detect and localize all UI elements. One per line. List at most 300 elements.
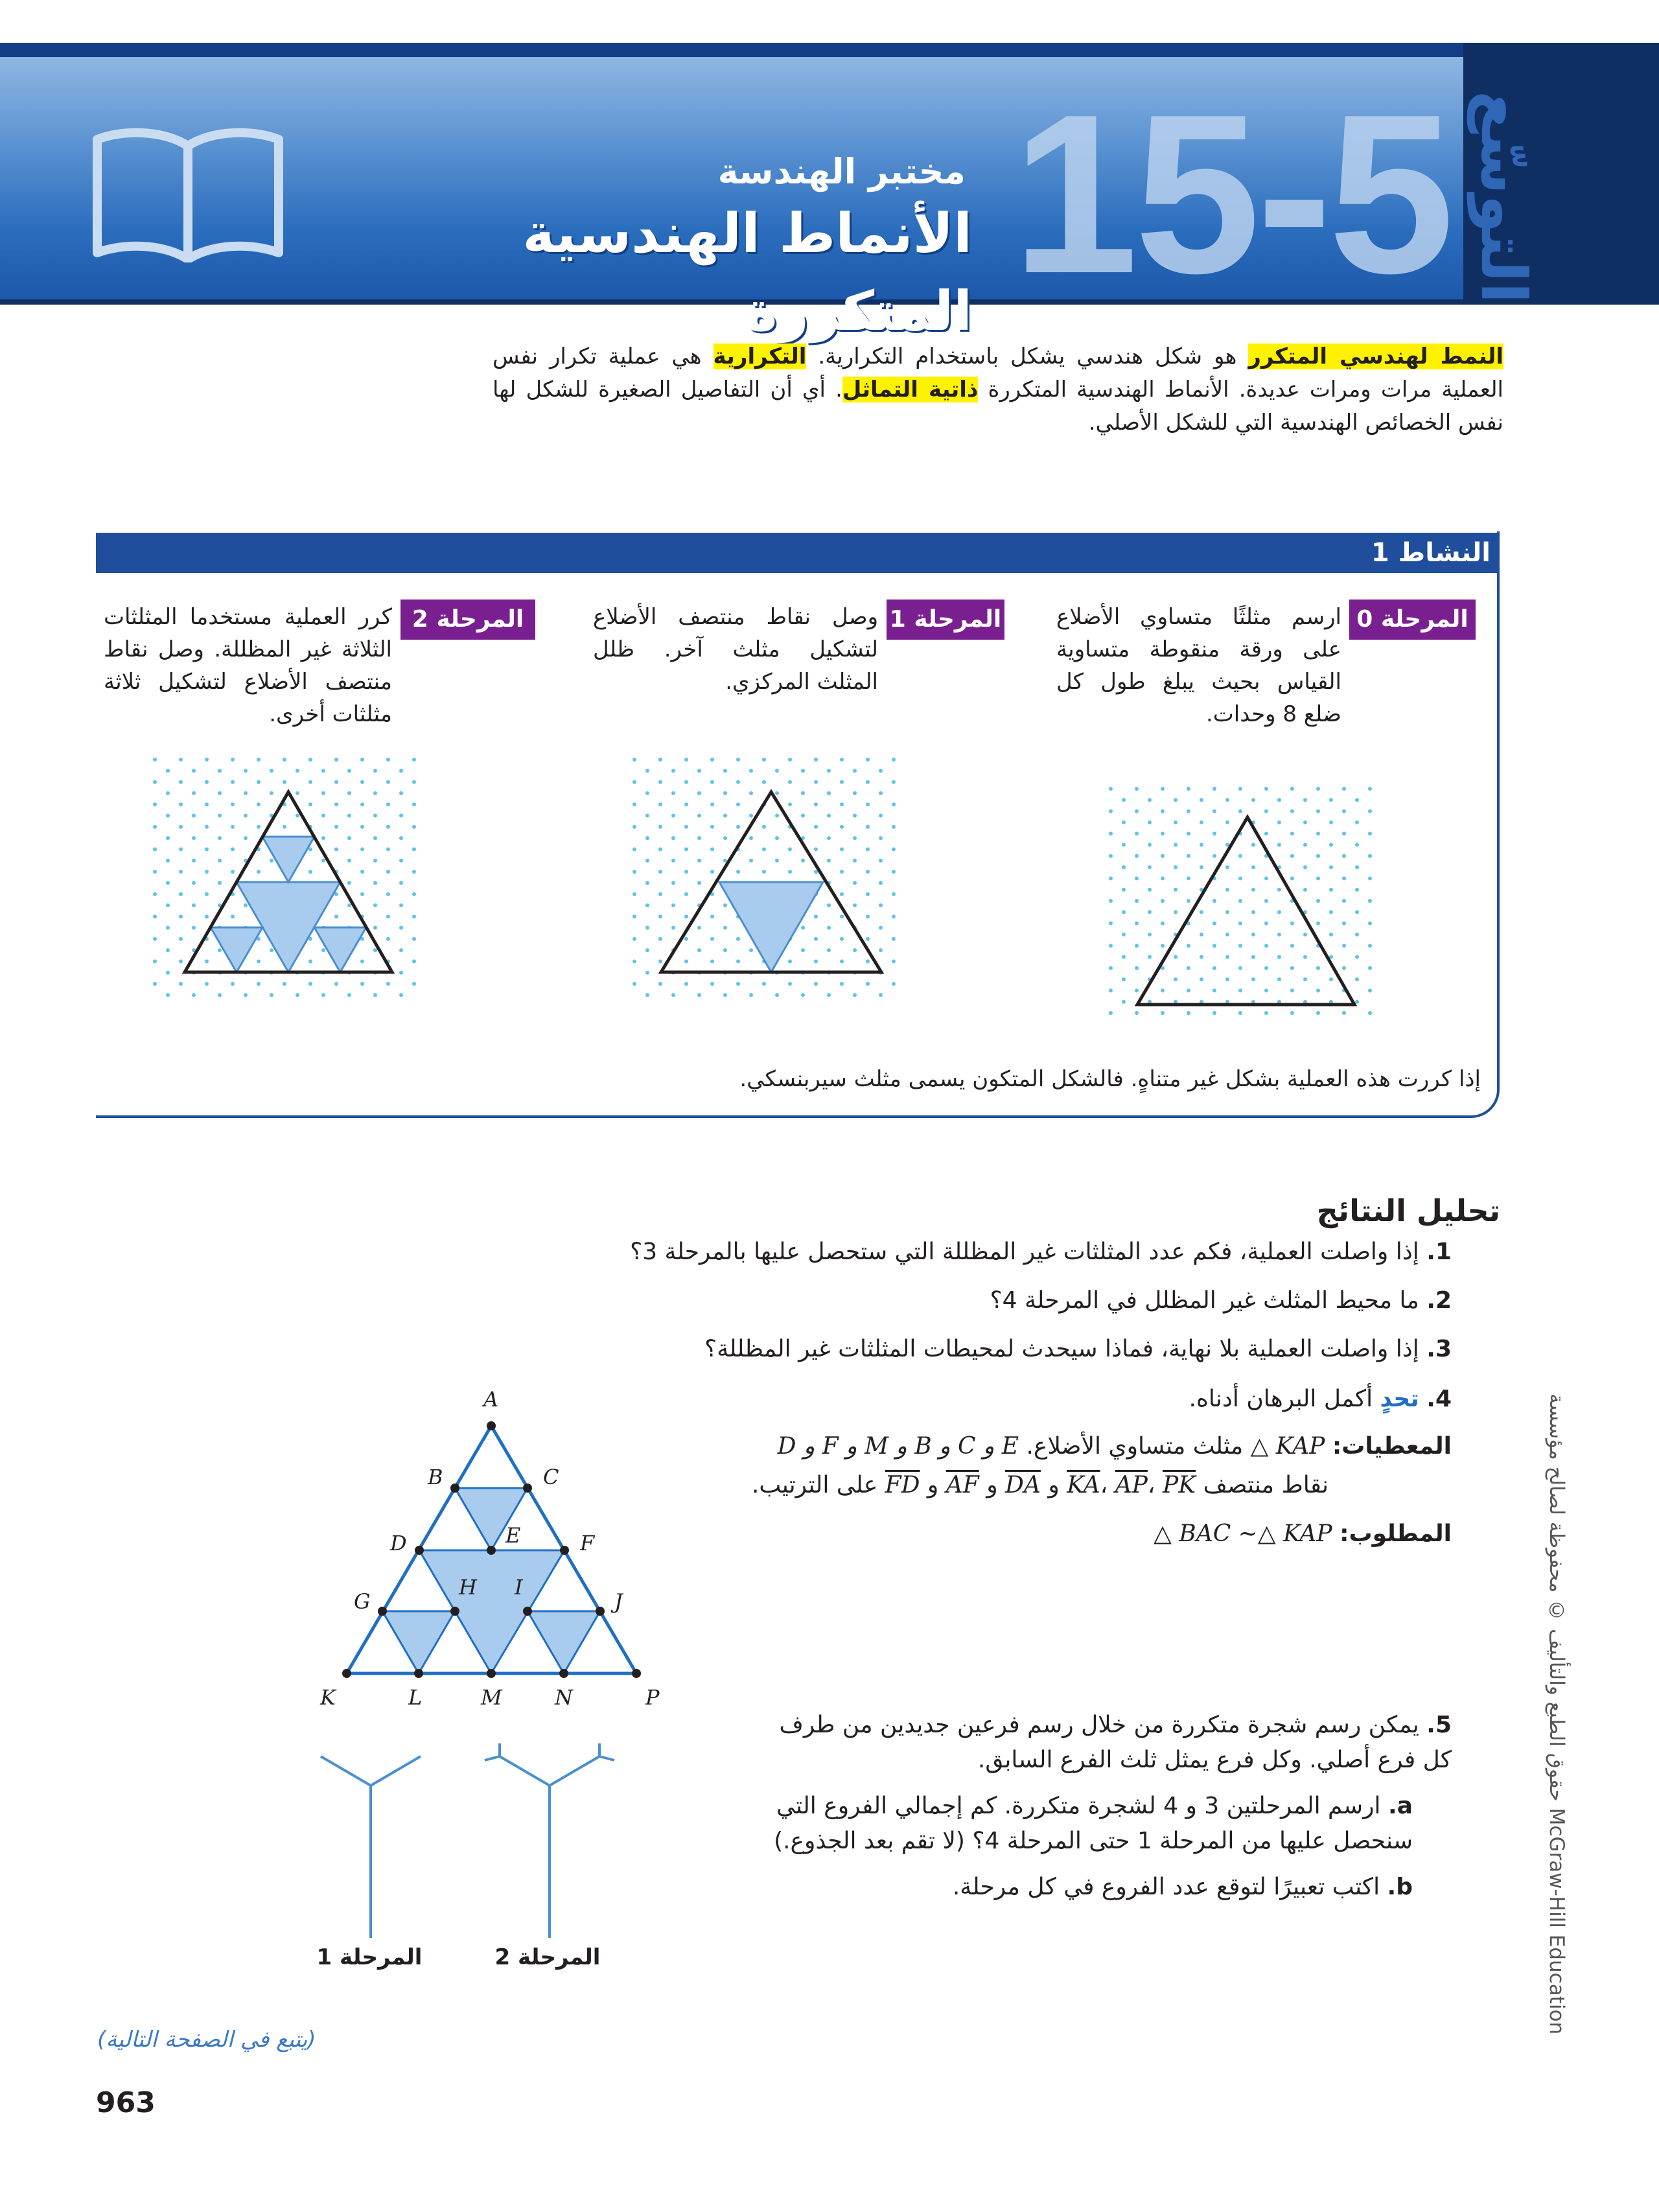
grid-dot xyxy=(192,791,196,795)
grid-dot xyxy=(218,814,222,818)
grid-dot xyxy=(360,870,364,874)
grid-dot xyxy=(775,791,779,795)
grid-dot xyxy=(710,825,714,829)
grid-dot xyxy=(1303,865,1307,869)
label-h: H xyxy=(459,1575,477,1600)
grid-dot xyxy=(166,881,170,885)
grid-dot xyxy=(645,926,649,930)
grid-dot xyxy=(1225,910,1229,914)
grid-dot xyxy=(1316,899,1320,903)
grid-dot xyxy=(205,892,209,896)
question-number: 2. xyxy=(1426,1287,1452,1314)
grid-dot xyxy=(1161,944,1165,948)
grid-dot xyxy=(1122,1000,1126,1004)
label-k: K xyxy=(320,1685,336,1710)
grid-dot xyxy=(1109,944,1113,948)
grid-dot xyxy=(1161,787,1165,791)
label-l: L xyxy=(408,1685,423,1710)
grid-dot xyxy=(1316,966,1320,970)
grid-dot xyxy=(827,948,831,952)
order-text: على الترتيب. xyxy=(751,1472,878,1498)
grid-dot xyxy=(399,814,403,818)
grid-dot xyxy=(412,892,416,896)
grid-dot xyxy=(710,780,714,784)
grid-dot xyxy=(1290,966,1294,970)
grid-dot xyxy=(814,802,818,806)
grid-dot xyxy=(814,758,818,762)
grid-dot xyxy=(775,769,779,773)
question-5b xyxy=(713,1870,1413,1905)
grid-dot xyxy=(1329,888,1333,892)
grid-dot xyxy=(373,859,377,863)
grid-dot xyxy=(1187,966,1190,970)
grid-dot xyxy=(645,993,649,997)
grid-dot xyxy=(334,758,338,762)
grid-dot xyxy=(347,993,351,997)
grid-dot xyxy=(749,859,753,863)
grid-dot xyxy=(853,993,857,997)
grid-dot xyxy=(723,926,727,930)
grid-dot xyxy=(1109,988,1113,992)
grid-dot xyxy=(1251,933,1255,937)
grid-dot xyxy=(684,870,688,874)
grid-dot xyxy=(892,982,896,986)
grid-dot xyxy=(762,758,766,762)
grid-dot xyxy=(153,825,157,829)
grid-dot xyxy=(840,802,844,806)
grid-dot xyxy=(153,892,157,896)
grid-dot xyxy=(412,780,416,784)
grid-dot xyxy=(723,769,727,773)
grid-dot xyxy=(218,836,222,840)
grid-dot xyxy=(296,993,299,997)
grid-dot xyxy=(192,993,196,997)
grid-dot xyxy=(684,892,688,896)
grid-dot xyxy=(684,982,688,986)
grid-dot xyxy=(892,892,896,896)
grid-dot xyxy=(1109,832,1113,835)
grid-dot xyxy=(1200,865,1203,869)
grid-dot xyxy=(321,769,325,773)
grid-dot xyxy=(347,791,351,795)
grid-dot xyxy=(231,802,235,806)
grid-dot xyxy=(373,791,377,795)
grid-dot xyxy=(892,758,896,762)
grid-dot xyxy=(1290,1011,1294,1015)
grid-dot xyxy=(1277,955,1281,959)
grid-dot xyxy=(697,926,701,930)
analysis-title: تحليل النتائج xyxy=(1316,1193,1500,1228)
grid-dot xyxy=(1135,876,1139,880)
grid-dot xyxy=(1251,865,1255,869)
grid-dot xyxy=(166,791,170,795)
grid-dot xyxy=(1148,821,1152,824)
stage-1-text: وصل نقاط منتصف الأضلاع لتشكيل مثلث آخر. ظلل المثلث المركزي. xyxy=(593,604,878,695)
grid-dot xyxy=(1303,977,1307,981)
grid-dot xyxy=(1264,1011,1268,1015)
grid-dot xyxy=(775,859,779,863)
grid-dot xyxy=(386,892,390,896)
grid-dot xyxy=(814,959,818,963)
grid-dot xyxy=(1290,988,1294,992)
grid-dot xyxy=(853,881,857,885)
grid-dot xyxy=(373,993,377,997)
lesson-number: 15-5 xyxy=(1012,67,1451,321)
grid-dot xyxy=(334,914,338,918)
given-text: مثلث متساوي الأضلاع. xyxy=(1026,1433,1244,1460)
grid-dot xyxy=(347,814,351,818)
grid-dot xyxy=(399,859,403,863)
grid-dot xyxy=(853,769,857,773)
grid-dot xyxy=(1355,888,1359,892)
grid-dot xyxy=(1316,1011,1320,1015)
grid-dot xyxy=(1200,798,1203,802)
grid-dot xyxy=(1277,888,1281,892)
grid-dot xyxy=(684,914,688,918)
activity-footer-text: إذا كررت هذه العملية بشكل غير متناهٍ. فالشكل المتكون يسمى مثلث سيربنسكي. xyxy=(739,1066,1481,1092)
grid-dot xyxy=(892,937,896,941)
grid-dot xyxy=(866,937,870,941)
label-i: I xyxy=(515,1575,523,1600)
grid-dot xyxy=(1342,832,1346,835)
grid-dot xyxy=(801,814,805,818)
grid-dot xyxy=(296,791,299,795)
stage-1-badge: المرحلة 1 xyxy=(887,600,1004,640)
segment-da: $\overline{DA}$ xyxy=(1005,1472,1041,1498)
grid-dot xyxy=(1187,809,1190,813)
grid-dot xyxy=(749,814,753,818)
grid-dot xyxy=(671,903,675,907)
grid-dot xyxy=(710,802,714,806)
grid-dot xyxy=(334,825,338,829)
grid-dot xyxy=(632,780,636,784)
grid-dot xyxy=(1251,888,1255,892)
grid-dot xyxy=(788,802,792,806)
grid-dot xyxy=(775,814,779,818)
grid-dot xyxy=(814,780,818,784)
stage-0-badge: المرحلة 0 xyxy=(1349,600,1476,640)
grid-dot xyxy=(1200,910,1203,914)
continued-note: (يتبع في الصفحة التالية) xyxy=(97,2027,316,2053)
grid-dot xyxy=(1174,955,1178,959)
grid-dot xyxy=(192,769,196,773)
prove-line xyxy=(907,1517,1452,1552)
grid-dot xyxy=(1225,977,1229,981)
question-3 xyxy=(583,1332,1452,1367)
grid-dot xyxy=(218,859,222,863)
grid-dot xyxy=(1355,1000,1359,1004)
grid-dot xyxy=(1135,922,1139,926)
given-label: المعطيات: xyxy=(1332,1433,1452,1460)
grid-dot xyxy=(166,971,170,975)
grid-dot xyxy=(218,769,222,773)
grid-dot xyxy=(632,914,636,918)
grid-dot xyxy=(1212,966,1216,970)
grid-dot xyxy=(840,847,844,851)
grid-dot xyxy=(373,881,377,885)
grid-dot xyxy=(1316,988,1320,992)
grid-dot xyxy=(853,903,857,907)
grid-dot xyxy=(1329,843,1333,847)
label-n: N xyxy=(555,1685,573,1710)
grid-dot xyxy=(244,769,248,773)
grid-dot xyxy=(723,814,727,818)
grid-dot xyxy=(1148,865,1152,869)
grid-dot xyxy=(1187,899,1190,903)
grid-dot xyxy=(1355,865,1359,869)
grid-dot xyxy=(1200,955,1203,959)
grid-dot xyxy=(801,948,805,952)
stage-0-figure xyxy=(1102,781,1387,1021)
grid-dot xyxy=(827,926,831,930)
grid-dot xyxy=(1135,988,1139,992)
grid-dot xyxy=(308,802,312,806)
grid-dot xyxy=(658,892,662,896)
grid-dot xyxy=(632,959,636,963)
grid-dot xyxy=(179,780,183,784)
header-top-stripe xyxy=(0,43,1659,57)
label-g: G xyxy=(354,1589,371,1614)
grid-dot xyxy=(1122,798,1126,802)
grid-dot xyxy=(296,814,299,818)
grid-dot xyxy=(1238,876,1242,880)
grid-dot xyxy=(386,780,390,784)
grid-dot xyxy=(218,948,222,952)
question-text: إذا واصلت العملية بلا نهاية، فماذا سيحدث لمحيطات المثلثات غير المظللة؟ xyxy=(704,1336,1419,1362)
grid-dot xyxy=(1187,988,1190,992)
grid-dot xyxy=(671,791,675,795)
grid-dot xyxy=(1329,933,1333,937)
grid-dot xyxy=(866,914,870,918)
grid-dot xyxy=(710,870,714,874)
grid-dot xyxy=(257,825,261,829)
segment-ap: $\overline{AP}$ xyxy=(1115,1472,1148,1498)
grid-dot xyxy=(1174,977,1178,981)
sierpinski-labeled-figure xyxy=(311,1380,674,1724)
grid-dot xyxy=(827,993,831,997)
grid-dot xyxy=(1212,832,1216,835)
grid-dot xyxy=(1122,843,1126,847)
grid-dot xyxy=(1238,809,1242,813)
grid-dot xyxy=(1290,832,1294,835)
grid-dot xyxy=(412,870,416,874)
grid-dot xyxy=(710,982,714,986)
grid-dot xyxy=(853,791,857,795)
grid-dot xyxy=(166,859,170,863)
grid-dot xyxy=(814,982,818,986)
grid-dot xyxy=(827,903,831,907)
grid-dot xyxy=(1368,787,1372,791)
grid-dot xyxy=(1122,888,1126,892)
grid-dot xyxy=(1264,899,1268,903)
label-j: J xyxy=(614,1589,623,1614)
question-number: 1. xyxy=(1426,1239,1452,1265)
grid-dot xyxy=(1122,955,1126,959)
grid-dot xyxy=(1148,798,1152,802)
grid-dot xyxy=(671,769,675,773)
stage-0-text: ارسم مثلثًا متساوي الأضلاع على ورقة منقوطة متساوية القياس بحيث يبلغ طول كل ضلع 8 وحدات. xyxy=(1056,604,1341,727)
grid-dot xyxy=(386,802,390,806)
grid-dot xyxy=(632,802,636,806)
question-4 xyxy=(583,1382,1452,1417)
grid-dot xyxy=(166,993,170,997)
label-a: A xyxy=(483,1387,499,1412)
grid-dot xyxy=(360,758,364,762)
grid-dot xyxy=(697,791,701,795)
question-5a xyxy=(713,1789,1413,1860)
question-text: إذا واصلت العملية، فكم عدد المثلثات غير المظللة التي ستحصل عليها بالمرحلة 3؟ xyxy=(630,1239,1419,1265)
grid-dot xyxy=(645,948,649,952)
grid-dot xyxy=(399,993,403,997)
grid-dot xyxy=(283,825,286,829)
grid-dot xyxy=(205,914,209,918)
grid-dot xyxy=(1290,854,1294,858)
grid-dot xyxy=(749,791,753,795)
grid-dot xyxy=(1368,922,1372,926)
grid-dot xyxy=(192,926,196,930)
grid-dot xyxy=(1277,843,1281,847)
grid-dot xyxy=(840,959,844,963)
question-5 xyxy=(745,1708,1452,1779)
grid-dot xyxy=(347,859,351,863)
grid-dot xyxy=(179,959,183,963)
grid-dot xyxy=(360,892,364,896)
grid-dot xyxy=(270,791,273,795)
grid-dot xyxy=(1238,899,1242,903)
grid-dot xyxy=(1316,922,1320,926)
given-line-1 xyxy=(648,1429,1452,1464)
grid-dot xyxy=(244,836,248,840)
grid-dot xyxy=(179,982,183,986)
grid-dot xyxy=(684,802,688,806)
grid-dot xyxy=(257,780,261,784)
grid-dot xyxy=(879,903,883,907)
grid-dot xyxy=(373,769,377,773)
question-text: أكمل البرهان أدناه. xyxy=(1189,1386,1373,1412)
grid-dot xyxy=(1122,933,1126,937)
grid-dot xyxy=(853,948,857,952)
grid-dot xyxy=(192,836,196,840)
grid-dot xyxy=(1122,910,1126,914)
tree-stage-2 xyxy=(485,1743,614,1938)
grid-dot xyxy=(231,825,235,829)
grid-dot xyxy=(1368,966,1372,970)
grid-dot xyxy=(231,982,235,986)
grid-dot xyxy=(1355,955,1359,959)
grid-dot xyxy=(1329,865,1333,869)
grid-dot xyxy=(1135,854,1139,858)
grid-dot xyxy=(321,814,325,818)
grid-dot xyxy=(892,780,896,784)
grid-dot xyxy=(1290,922,1294,926)
grid-dot xyxy=(321,791,325,795)
segment-fd: $\overline{FD}$ xyxy=(885,1472,920,1498)
grid-dot xyxy=(1135,966,1139,970)
extension-label: التوسّع xyxy=(1467,91,1540,304)
grid-dot xyxy=(1355,910,1359,914)
grid-dot xyxy=(879,769,883,773)
grid-dot xyxy=(814,937,818,941)
grid-dot xyxy=(1135,809,1139,813)
grid-dot xyxy=(244,791,248,795)
grid-dot xyxy=(840,892,844,896)
grid-dot xyxy=(166,836,170,840)
grid-dot xyxy=(736,959,740,963)
grid-dot xyxy=(1187,832,1190,835)
grid-dot xyxy=(1109,787,1113,791)
question-2 xyxy=(583,1283,1452,1318)
challenge-label: تحدٍ xyxy=(1380,1386,1419,1412)
grid-dot xyxy=(153,914,157,918)
question-number: 4. xyxy=(1426,1386,1452,1412)
grid-dot xyxy=(840,870,844,874)
grid-dot xyxy=(179,758,183,762)
grid-dot xyxy=(1238,966,1242,970)
grid-dot xyxy=(762,780,766,784)
grid-dot xyxy=(412,982,416,986)
grid-dot xyxy=(1329,977,1333,981)
grid-dot xyxy=(1187,876,1190,880)
grid-dot xyxy=(892,802,896,806)
grid-dot xyxy=(192,859,196,863)
grid-dot xyxy=(412,914,416,918)
grid-dot xyxy=(257,982,261,986)
grid-dot xyxy=(166,769,170,773)
grid-dot xyxy=(645,814,649,818)
grid-dot xyxy=(658,982,662,986)
grid-dot xyxy=(658,758,662,762)
grid-dot xyxy=(1251,977,1255,981)
grid-dot xyxy=(801,769,805,773)
label-e: E xyxy=(505,1523,521,1548)
grid-dot xyxy=(840,780,844,784)
grid-dot xyxy=(360,780,364,784)
grid-dot xyxy=(1342,966,1346,970)
grid-dot xyxy=(684,847,688,851)
label-c: C xyxy=(543,1465,559,1489)
grid-dot xyxy=(1303,843,1307,847)
grid-dot xyxy=(257,870,261,874)
grid-dot xyxy=(334,780,338,784)
grid-dot xyxy=(645,903,649,907)
grid-dot xyxy=(1212,1011,1216,1015)
grid-dot xyxy=(1174,865,1178,869)
grid-dot xyxy=(645,859,649,863)
grid-dot xyxy=(386,825,390,829)
grid-dot xyxy=(1329,821,1333,824)
grid-dot xyxy=(1264,966,1268,970)
grid-dot xyxy=(684,780,688,784)
grid-dot xyxy=(1329,798,1333,802)
grid-dot xyxy=(879,814,883,818)
grid-dot xyxy=(762,870,766,874)
grid-dot xyxy=(684,959,688,963)
grid-dot xyxy=(658,914,662,918)
grid-dot xyxy=(153,780,157,784)
grid-dot xyxy=(866,847,870,851)
grid-dot xyxy=(360,825,364,829)
term-fractal: النمط لهندسي المتكرر xyxy=(1248,343,1503,369)
grid-dot xyxy=(1161,876,1165,880)
grid-dot xyxy=(1303,888,1307,892)
grid-dot xyxy=(632,870,636,874)
grid-dot xyxy=(1109,809,1113,813)
grid-dot xyxy=(399,881,403,885)
grid-dot xyxy=(1200,843,1203,847)
grid-dot xyxy=(308,758,312,762)
grid-dot xyxy=(334,982,338,986)
grid-dot xyxy=(866,758,870,762)
